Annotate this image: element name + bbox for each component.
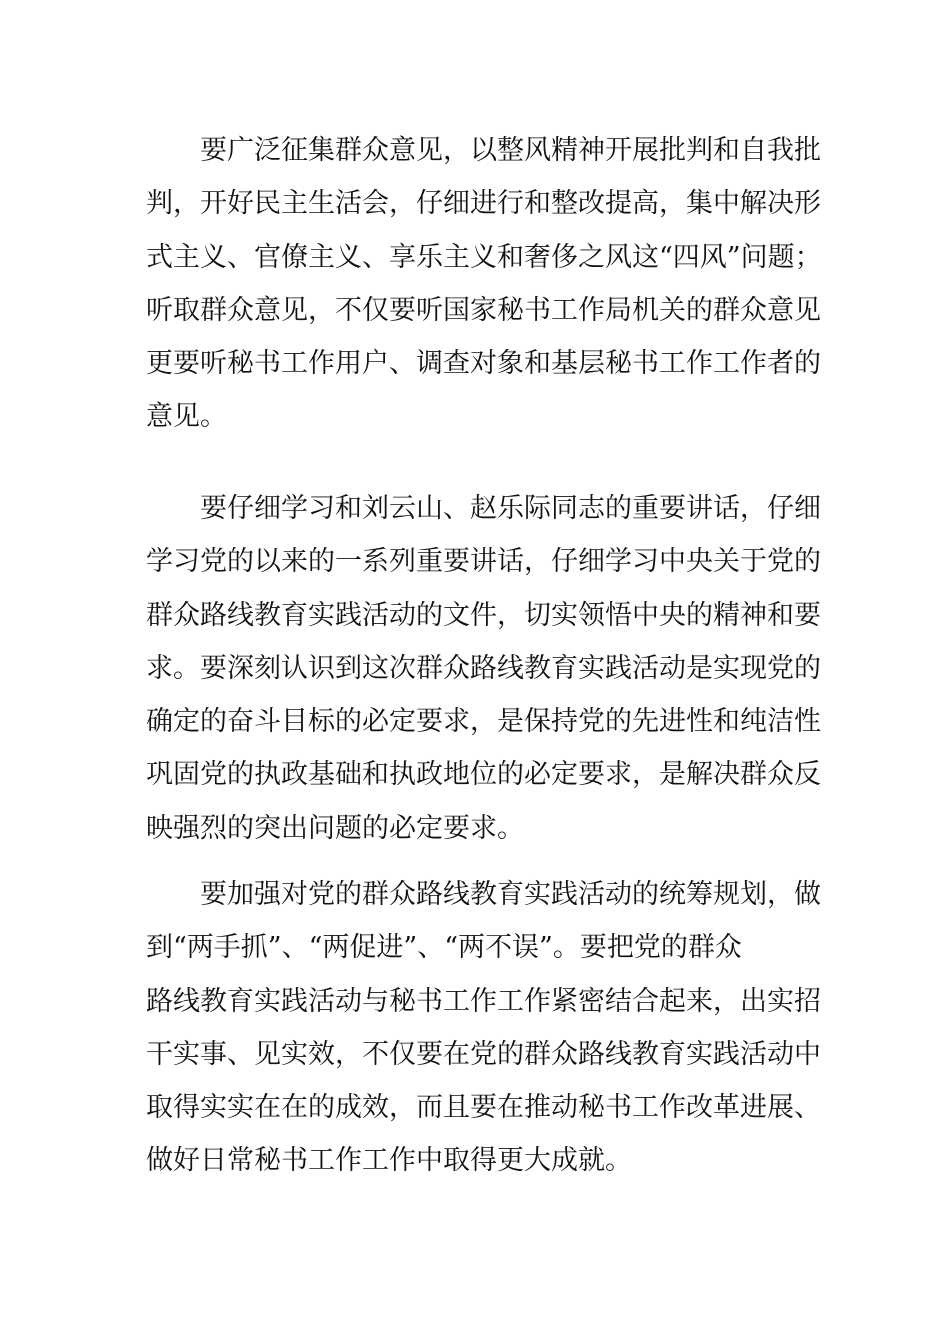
paragraph-line: 要广泛征集群众意见，以整风精神开展批判和自我批	[200, 135, 821, 166]
paragraph-line: 映强烈的突出问题的必定要求。	[146, 812, 524, 844]
paragraph-line: 做好日常秘书工作工作中取得更大成就。	[146, 1145, 632, 1177]
paragraph-line: 更要听秘书工作用户、调查对象和基层秘书工作工作者的	[146, 348, 821, 380]
paragraph-2	[146, 482, 821, 855]
paragraph-line: 求。要深刻认识到这次群众路线教育实践活动是实现党的	[146, 652, 821, 684]
paragraph-line: 到“两手抓”、“两促进”、“两不误”。要把党的群众	[146, 932, 742, 964]
paragraph-3	[146, 868, 821, 1188]
paragraph-line: 取得实实在在的成效，而且要在推动秘书工作改革进展、	[146, 1092, 821, 1124]
paragraph-line: 确定的奋斗目标的必定要求，是保持党的先进性和纯洁性	[146, 706, 821, 738]
paragraph-line: 要仔细学习和刘云山、赵乐际同志的重要讲话，仔细	[200, 493, 821, 524]
paragraph-line: 学习党的以来的一系列重要讲话，仔细学习中央关于党的	[146, 546, 821, 578]
paragraph-line: 意见。	[146, 401, 227, 433]
paragraph-line: 要加强对党的群众路线教育实践活动的统筹规划，做	[200, 879, 821, 910]
paragraph-line: 式主义、官僚主义、享乐主义和奢侈之风这“四风”问题；	[146, 241, 822, 273]
paragraph-1	[146, 124, 822, 444]
paragraph-line: 巩固党的执政基础和执政地位的必定要求，是解决群众反	[146, 759, 821, 791]
paragraph-line: 群众路线教育实践活动的文件，切实领悟中央的精神和要	[146, 599, 821, 631]
paragraph-line: 听取群众意见，不仅要听国家秘书工作局机关的群众意见	[146, 294, 821, 326]
paragraph-line: 判，开好民主生活会，仔细进行和整改提高，集中解决形	[146, 188, 821, 220]
paragraph-line: 路线教育实践活动与秘书工作工作紧密结合起来，出实招	[146, 985, 821, 1017]
paragraph-line: 干实事、见实效，不仅要在党的群众路线教育实践活动中	[146, 1038, 821, 1070]
